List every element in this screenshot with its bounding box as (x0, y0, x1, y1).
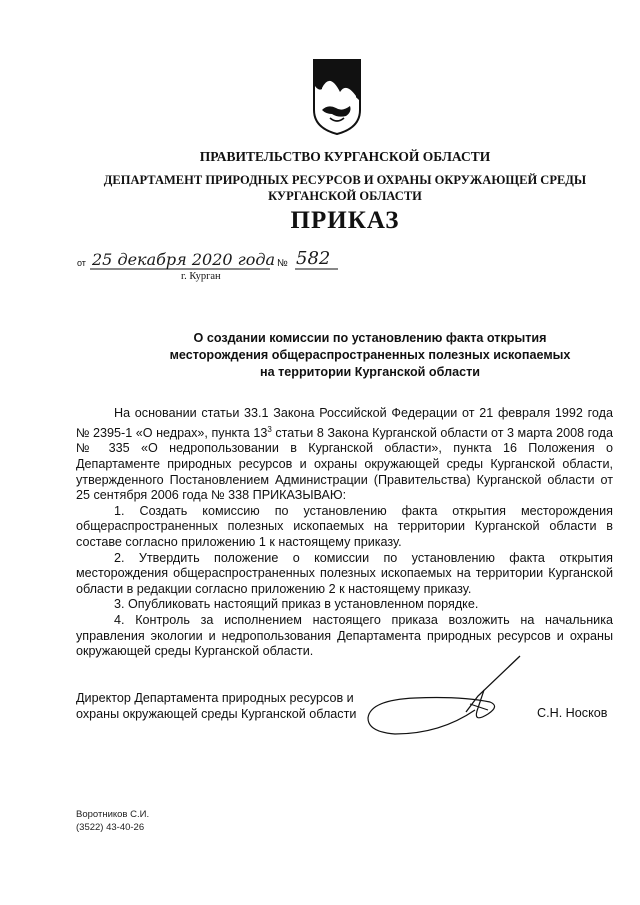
date-handwritten: 25 декабря 2020 года (92, 250, 276, 269)
basis-paragraph (76, 406, 613, 504)
signatory-position (76, 690, 356, 722)
order-body (76, 406, 613, 660)
document-type: ПРИКАЗ (290, 207, 400, 234)
subject-line-3: на территории Курганской области (259, 365, 480, 379)
handwritten-signature (360, 652, 530, 742)
kurgan-coat-of-arms-icon (312, 58, 362, 136)
city-label: г. Курган (181, 271, 221, 282)
government-title: ПРАВИТЕЛЬСТВО КУРГАНСКОЙ ОБЛАСТИ (199, 149, 491, 164)
basis-text-part1: На основании статьи 33.1 Закона Российской Федерации от 21 февраля 1992 года № 2395-1 «О недрах», пункта 13 (76, 406, 613, 440)
order-subject (100, 330, 640, 381)
signatory-position-line2: охраны окружающей среды Курганской области (76, 707, 357, 721)
subject-line-1: О создании комиссии по установлению факта открытия (193, 331, 547, 345)
basis-text-part2: статьи 8 Закона Курганской области от 3 марта 2008 года № 335 «О недропользовании в Курганской области», пункта 16 Положения о Департаменте природных ресурсов и охраны окружающей среды Курганской области, утвержденного Постановлением Администрации (Правительства) Курганской области от 25 сентября 2006 года № 338 ПРИКАЗЫВАЮ: (76, 425, 614, 503)
number-handwritten: 582 (296, 248, 331, 269)
executor-phone: (3522) 43-40-26 (76, 822, 145, 833)
subject-line-2: месторождения общераспространенных полезных ископаемых (169, 348, 571, 362)
signatory-position-line1: Директор Департамента природных ресурсов и (76, 691, 354, 705)
executor-info (76, 808, 149, 834)
executor-name: Воротников С.И. (76, 809, 150, 820)
order-item-1: 1. Создать комиссию по установлению факта открытия месторождения общераспространенных полезных ископаемых на территории Курганской области в составе согласно приложению 1 к настоящему приказу. (76, 503, 613, 549)
department-title-line2: КУРГАНСКОЙ ОБЛАСТИ (268, 189, 422, 203)
date-from-label: от (77, 258, 86, 268)
order-item-2: 2. Утвердить положение о комиссии по установлению факта открытия месторождения общераспространенных полезных ископаемых на территории Курганской области в редакции согласно приложению 2 к настоящему приказу. (76, 550, 613, 596)
order-item-4: 4. Контроль за исполнением настоящего приказа возложить на начальника управления экологии и недропользования Департамента природных ресурсов и охраны окружающей среды Курганской области. (76, 612, 613, 659)
department-title-line1: ДЕПАРТАМЕНТ ПРИРОДНЫХ РЕСУРСОВ И ОХРАНЫ ОКРУЖАЮЩЕЙ СРЕДЫ (103, 173, 587, 187)
number-label: № (277, 258, 288, 269)
signatory-name: С.Н. Носков (537, 706, 608, 720)
order-item-3: 3. Опубликовать настоящий приказ в установленном порядке. (114, 597, 479, 612)
basis-superscript: 3 (267, 424, 272, 434)
department-title (0, 172, 640, 204)
